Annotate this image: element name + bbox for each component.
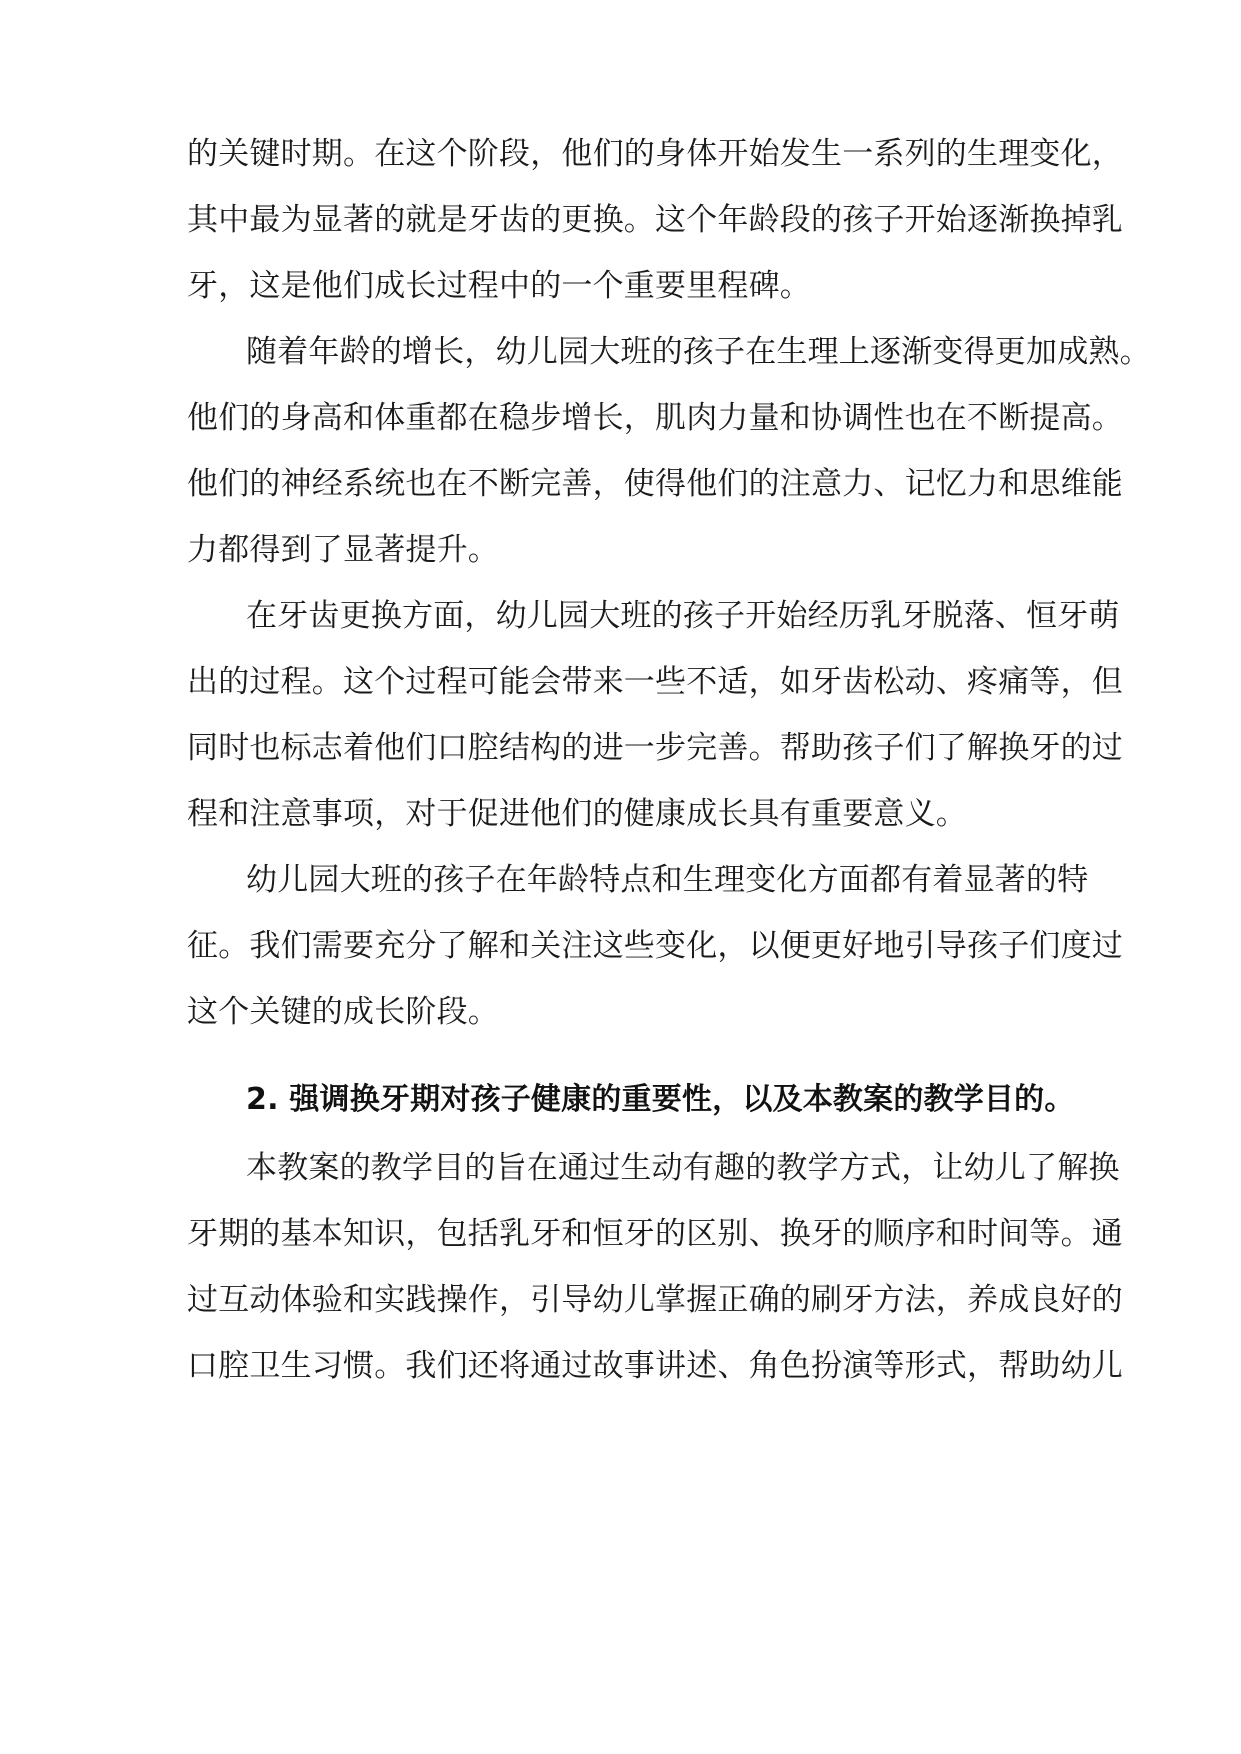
paragraph-3-line-2: 出的过程。这个过程可能会带来一些不适，如牙齿松动、疼痛等，但 [187, 664, 1123, 700]
paragraph-2-line-4: 力都得到了显著提升。 [187, 532, 499, 568]
paragraph-3-line-4: 程和注意事项，对于促进他们的健康成长具有重要意义。 [187, 796, 967, 832]
paragraph-4-line-2: 征。我们需要充分了解和关注这些变化，以便更好地引导孩子们度过 [187, 928, 1123, 964]
paragraph-2-line-1: 随着年龄的增长，幼儿园大班的孩子在生理上逐渐变得更加成熟。 [246, 334, 1151, 370]
paragraph-2-line-2: 他们的身高和体重都在稳步增长，肌肉力量和协调性也在不断提高。 [187, 400, 1123, 436]
paragraph-1-line-2: 其中最为显著的就是牙齿的更换。这个年龄段的孩子开始逐渐换掉乳 [187, 202, 1123, 238]
paragraph-1-line-3: 牙，这是他们成长过程中的一个重要里程碑。 [187, 268, 811, 304]
paragraph-4-line-1: 幼儿园大班的孩子在年龄特点和生理变化方面都有着显著的特 [246, 862, 1089, 898]
paragraph-4-line-3: 这个关键的成长阶段。 [187, 994, 499, 1030]
paragraph-1-line-1: 的关键时期。在这个阶段，他们的身体开始发生一系列的生理变化， [187, 136, 1123, 172]
paragraph-2-line-3: 他们的神经系统也在不断完善，使得他们的注意力、记忆力和思维能 [187, 466, 1123, 502]
paragraph-3-line-1: 在牙齿更换方面，幼儿园大班的孩子开始经历乳牙脱落、恒牙萌 [246, 598, 1120, 634]
paragraph-5-line-1: 本教案的教学目的旨在通过生动有趣的教学方式，让幼儿了解换 [246, 1150, 1120, 1186]
paragraph-5-line-3: 过互动体验和实践操作，引导幼儿掌握正确的刷牙方法，养成良好的 [187, 1282, 1123, 1318]
paragraph-5-line-2: 牙期的基本知识，包括乳牙和恒牙的区别、换牙的顺序和时间等。通 [187, 1216, 1123, 1252]
section-heading: 2. 强调换牙期对孩子健康的重要性，以及本教案的教学目的。 [246, 1082, 1075, 1117]
paragraph-5-line-4: 口腔卫生习惯。我们还将通过故事讲述、角色扮演等形式，帮助幼儿 [187, 1348, 1123, 1384]
paragraph-3-line-3: 同时也标志着他们口腔结构的进一步完善。帮助孩子们了解换牙的过 [187, 730, 1123, 766]
